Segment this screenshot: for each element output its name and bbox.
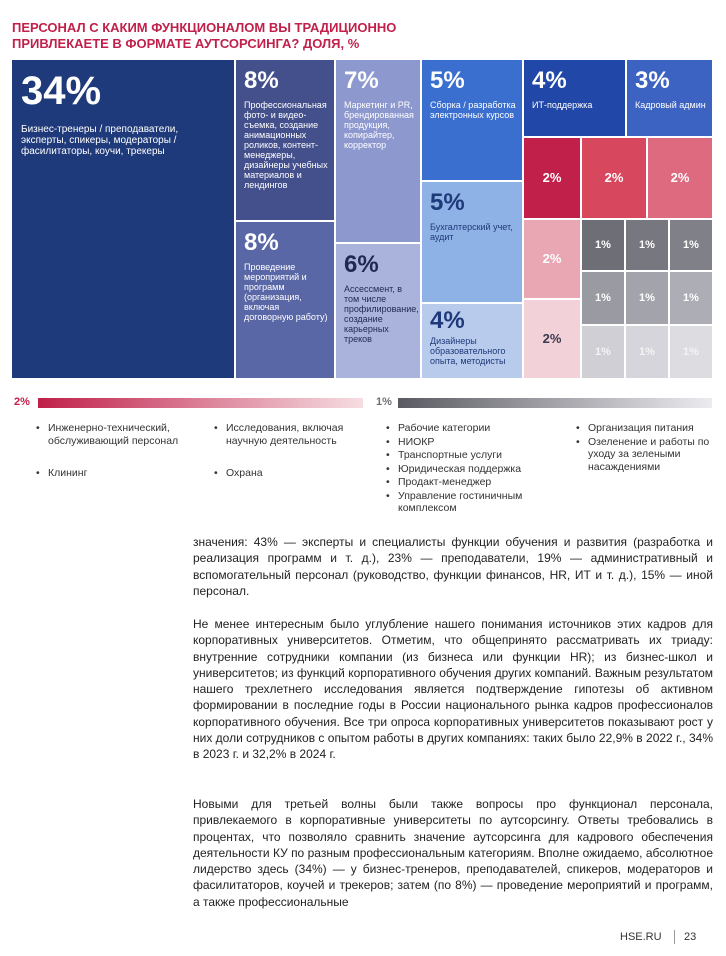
- footer-site[interactable]: HSE.RU: [620, 931, 662, 943]
- tile-2pct-5: [524, 300, 580, 378]
- tile-photo-video: [236, 60, 334, 220]
- tile-it-support: [524, 60, 625, 136]
- tile-2pct-3-value: 2%: [670, 170, 690, 185]
- tile-designers-label: Дизайнеры образовательного опыта, методисты: [430, 336, 506, 366]
- tile-trainers-label: Бизнес-тренеры / преподаватели, эксперты, спикеры, модераторы / фасилитаторы, коучи, трекеры: [21, 124, 179, 157]
- legend-1pct-bar: [398, 398, 712, 408]
- legend-2pct-bar: [38, 398, 363, 408]
- legend-item: • Исследования, включая научную деятельность: [212, 422, 362, 447]
- tile-assessment-label: Ассессмент, в том числе профилирование, создание карьерных треков: [344, 284, 419, 344]
- tile-marketing-value: 7%: [344, 67, 379, 94]
- legend-1pct-label: 1%: [376, 396, 392, 408]
- tile-2pct-1-value: 2%: [542, 170, 562, 185]
- legend-item: • Озеленение и работы по уходу за зелеными насаждениями: [574, 436, 714, 474]
- body-paragraph-2: Не менее интересным было углубление нашего понимания источников этих кадров для корпоративных университетов. Отметим, что общепринято рассматривать их триаду: внутренние сотрудники компании (из бизнеса или функции HR); из бизнес-школ и университетов; из функций корпоративного обучения других компаний. Важным результатом нашего трехлетнего исследования является подтверждение гипотезы об активном формировании в последние годы в России национального рынка кадров профессионалов корпоративного обучения. Все три опроса корпоративных университетов показывают рост у них доли сотрудников с опытом работы в других компаниях: таких было 22,9% в 2022 г., 34% в 2023 г. и 32,2% в 2024 г.: [193, 617, 713, 762]
- tile-hr-admin-value: 3%: [635, 67, 670, 94]
- legend-2pct-col1: [34, 422, 204, 482]
- tile-accounting-label: Бухгалтерский учет, аудит: [430, 222, 513, 242]
- body-paragraph-3: Новыми для третьей волны были также вопросы про функционал персонала, привлекаемого в корпоративные университеты по аутсорсингу. Ответы требовались в процентах, что позволяло сравнить значение аутсорсинга для кадрового обеспечения деятельности КУ по разным профессиональным категориям. Вполне ожидаемо, абсолютное лидерство здесь (34%) — у бизнес-тренеров, преподавателей, спикеров, модераторов и фасилитаторов, коучей и трекеров; затем (по 8%) — проведение мероприятий и программ, а также профессиональные: [193, 797, 713, 909]
- tile-photo-video-label: Профессиональная фото- и видео-съемка, создание анимационных роликов, контент-менеджеры, дизайнеры учебных материалов и лендингов: [244, 100, 328, 190]
- tile-accounting-value: 5%: [430, 189, 465, 216]
- tile-1pct-1: [582, 220, 624, 270]
- tile-1pct-7: [582, 326, 624, 378]
- page-footer: [0, 928, 726, 948]
- tile-it-support-label: ИТ-поддержка: [532, 100, 593, 110]
- legend-item: • Юридическая поддержка: [384, 463, 564, 476]
- tile-accounting: [422, 182, 522, 302]
- tile-1pct-8-value: 1%: [639, 346, 655, 358]
- tile-1pct-6-value: 1%: [683, 292, 699, 304]
- tile-1pct-5-value: 1%: [639, 292, 655, 304]
- tile-marketing: [336, 60, 420, 242]
- tile-hr-admin: [627, 60, 712, 136]
- tile-courses: [422, 60, 522, 180]
- tile-1pct-4: [582, 272, 624, 324]
- legend-1pct-col1: [384, 422, 564, 517]
- tile-courses-label: Сборка / разработка электронных курсов: [430, 100, 516, 120]
- tile-2pct-3: [648, 138, 712, 218]
- page-number: 23: [684, 931, 697, 943]
- tile-2pct-5-value: 2%: [542, 331, 562, 346]
- tile-1pct-3: [670, 220, 712, 270]
- tile-1pct-5: [626, 272, 668, 324]
- tile-trainers: [12, 60, 234, 378]
- tile-assessment: [336, 244, 420, 378]
- legend-item: • Продакт-менеджер: [384, 476, 564, 489]
- tile-trainers-value: 34%: [21, 69, 102, 113]
- tile-1pct-2-value: 1%: [639, 239, 655, 251]
- tile-events-value: 8%: [244, 229, 279, 256]
- tile-1pct-2: [626, 220, 668, 270]
- legend-item: • НИОКР: [384, 436, 564, 449]
- tile-1pct-4-value: 1%: [595, 292, 611, 304]
- tile-assessment-value: 6%: [344, 251, 379, 278]
- tile-courses-value: 5%: [430, 67, 465, 94]
- legend-item: • Транспортные услуги: [384, 449, 564, 462]
- tile-2pct-4: [524, 220, 580, 298]
- tile-marketing-label: Маркетинг и PR, брендированная продукция, копирайтер, корректор: [344, 100, 414, 150]
- treemap-chart: [12, 60, 712, 378]
- tile-events: [236, 222, 334, 378]
- tile-1pct-3-value: 1%: [683, 239, 699, 251]
- chart-title: ПЕРСОНАЛ С КАКИМ ФУНКЦИОНАЛОМ ВЫ ТРАДИЦИОННО ПРИВЛЕКАЕТЕ В ФОРМАТЕ АУТСОРСИНГА? ДОЛЯ, %: [12, 20, 397, 51]
- legend-2pct-label: 2%: [14, 396, 30, 408]
- legend-item: • Управление гостиничным комплексом: [384, 490, 564, 515]
- tile-it-support-value: 4%: [532, 67, 567, 94]
- tile-2pct-4-value: 2%: [542, 251, 562, 266]
- legend-item: • Организация питания: [574, 422, 714, 435]
- tile-1pct-7-value: 1%: [595, 346, 611, 358]
- legend-item: • Инженерно-технический, обслуживающий персонал: [34, 422, 204, 447]
- tile-1pct-8: [626, 326, 668, 378]
- tile-1pct-9-value: 1%: [683, 346, 699, 358]
- tile-designers: [422, 304, 522, 378]
- tile-2pct-2: [582, 138, 646, 218]
- tile-photo-video-value: 8%: [244, 67, 279, 94]
- tile-1pct-9: [670, 326, 712, 378]
- body-paragraph-1: значения: 43% — эксперты и специалисты функции обучения и развития (разработка и реализация программ и т. д.), 23% — преподаватели, 19% — административный и вспомогательный персонал (руководство, функции финансов, HR, ИТ и т. д.), 15% — иной персонал.: [193, 535, 713, 598]
- tile-1pct-6: [670, 272, 712, 324]
- legend-item: • Рабочие категории: [384, 422, 564, 435]
- tile-2pct-2-value: 2%: [604, 170, 624, 185]
- legend-item: • Клининг: [34, 467, 204, 480]
- tile-hr-admin-label: Кадровый админ: [635, 100, 706, 110]
- footer-divider: [674, 930, 675, 944]
- tile-events-label: Проведение мероприятий и программ (организация, включая договорную работу): [244, 262, 328, 322]
- tile-designers-value: 4%: [430, 307, 465, 334]
- legend-2pct-col2: [212, 422, 362, 482]
- tile-1pct-1-value: 1%: [595, 239, 611, 251]
- legend-item: • Охрана: [212, 467, 362, 480]
- tile-2pct-1: [524, 138, 580, 218]
- legend-1pct-col2: [574, 422, 714, 475]
